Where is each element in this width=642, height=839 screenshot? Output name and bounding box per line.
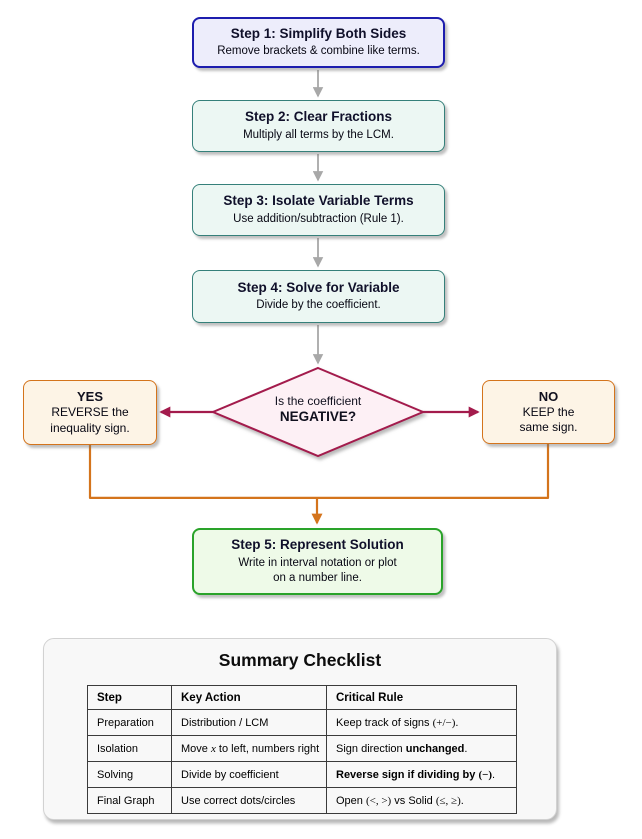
cell-step: Solving: [88, 762, 172, 788]
table-row: [88, 788, 517, 814]
cell-step: Preparation: [88, 710, 172, 736]
step5-line1: Write in interval notation or plot: [238, 557, 397, 569]
cell-step: Final Graph: [88, 788, 172, 814]
step4-title: Step 4: Solve for Variable: [237, 279, 400, 295]
step5-title: Step 5: Represent Solution: [231, 537, 404, 553]
step4-subtitle: Divide by the coefficient.: [256, 299, 381, 312]
decision-line2: NEGATIVE?: [279, 409, 357, 424]
step2-subtitle: Multiply all terms by the LCM.: [243, 128, 394, 141]
yes-label: YES: [76, 389, 103, 405]
step1-box: [192, 17, 445, 68]
cell-action: Divide by coefficient: [172, 762, 327, 788]
cell-action: Use correct dots/circles: [172, 788, 327, 814]
no-label: NO: [538, 388, 559, 404]
step2-box: [192, 100, 445, 152]
table-row: [88, 736, 517, 762]
step4-box: [192, 270, 445, 323]
step3-subtitle: Use addition/subtraction (Rule 1).: [233, 212, 404, 225]
no-branch-box: [482, 380, 615, 444]
cell-action: Move x to left, numbers right: [172, 736, 327, 762]
step2-title: Step 2: Clear Fractions: [244, 109, 393, 125]
header-action: Key Action: [172, 686, 327, 710]
cell-rule: Reverse sign if dividing by (−).: [327, 762, 517, 788]
cell-rule: Keep track of signs (+/−).: [327, 710, 517, 736]
no-line2: same sign.: [519, 420, 578, 435]
yes-line2: inequality sign.: [50, 420, 130, 435]
decision-line1: Is the coefficient: [274, 394, 362, 408]
summary-table: [87, 685, 517, 814]
table-row: [88, 710, 517, 736]
summary-panel: [43, 638, 557, 820]
step3-title: Step 3: Isolate Variable Terms: [223, 193, 414, 209]
step5-line2: on a number line.: [273, 571, 362, 584]
summary-title: Summary Checklist: [218, 650, 382, 670]
decision-label: [213, 394, 423, 426]
table-header-row: [88, 686, 517, 710]
step1-title: Step 1: Simplify Both Sides: [230, 25, 407, 41]
yes-branch-box: [23, 380, 157, 445]
header-step: Step: [88, 686, 172, 710]
header-rule: Critical Rule: [327, 686, 517, 710]
cell-rule: Open (<, >) vs Solid (≤, ≥).: [327, 788, 517, 814]
step3-box: [192, 184, 445, 236]
table-row: [88, 762, 517, 788]
cell-action: Distribution / LCM: [172, 710, 327, 736]
cell-rule: Sign direction unchanged.: [327, 736, 517, 762]
step1-subtitle: Remove brackets & combine like terms.: [217, 45, 420, 58]
yes-line1: REVERSE the: [51, 405, 129, 420]
step5-box: [192, 528, 443, 595]
cell-step: Isolation: [88, 736, 172, 762]
no-line1: KEEP the: [522, 404, 575, 419]
